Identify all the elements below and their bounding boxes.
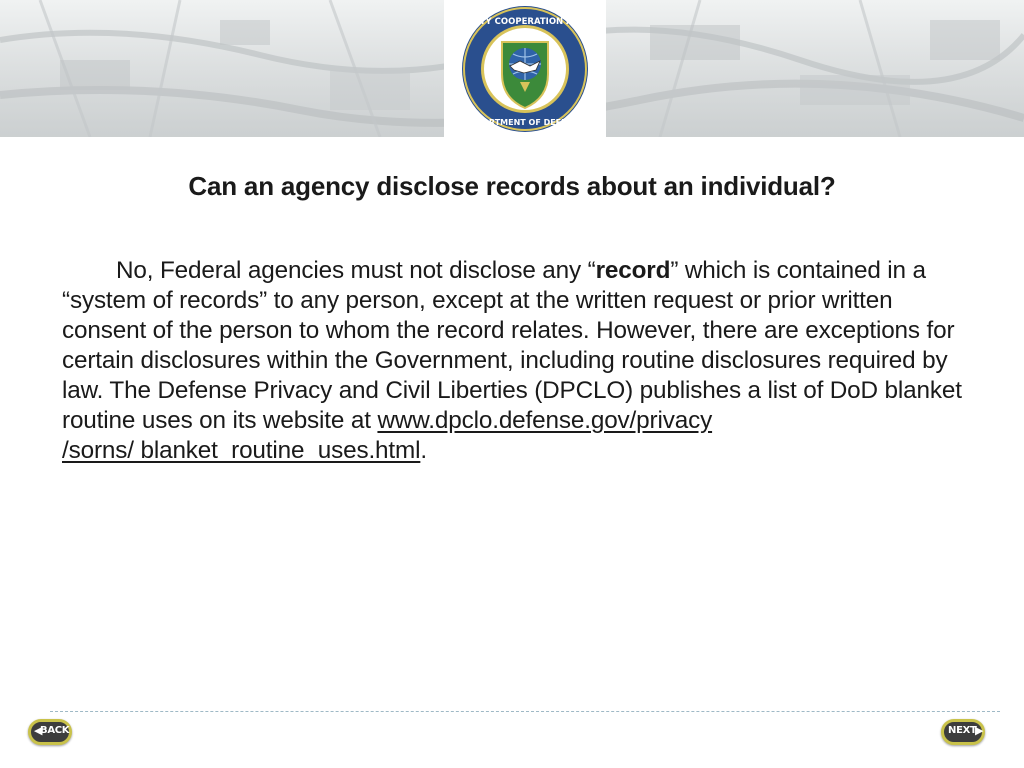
next-button-label[interactable]: NEXT [948,725,977,736]
body-paragraph [62,256,962,466]
back-button[interactable] [26,715,76,749]
security-cooperation-agency-seal-icon [444,0,606,137]
back-button-label[interactable]: BACK [40,725,70,736]
header-banner [0,0,1024,137]
svg-text:DEPARTMENT OF DEFENSE: DEPARTMENT OF DEFENSE [465,118,585,127]
paragraph-text-start: No, Federal agencies must not disclose any “ [116,257,596,284]
paragraph-end: . [420,437,427,464]
paragraph-text-middle: ” which is contained in a “system of records” to any person, except at the written request or prior written consent of the person to whom the record relates. However, there are exceptions for certain disclosures within the Government, including routine disclosures required by law. The Defense Privacy and Civil Liberties (DPCLO) publishes a list of DoD blanket routine uses on its website at [62,257,962,434]
website-link-line1[interactable]: www.dpclo.defense.gov/privacy [377,407,713,434]
slide-title: Can an agency disclose records about an individual? [188,171,836,201]
footer-divider [50,711,1000,712]
bold-term-record: record [595,257,671,284]
next-button[interactable] [939,715,989,749]
seal-logo [444,0,606,137]
arrow-left-icon: ◀ [34,725,43,737]
svg-text:SECURITY COOPERATION AGENCY: SECURITY COOPERATION AGENCY [444,17,606,27]
website-link-line2[interactable]: /sorns/ blanket_routine_uses.html [62,437,421,464]
arrow-right-icon: ▶ [975,725,984,737]
